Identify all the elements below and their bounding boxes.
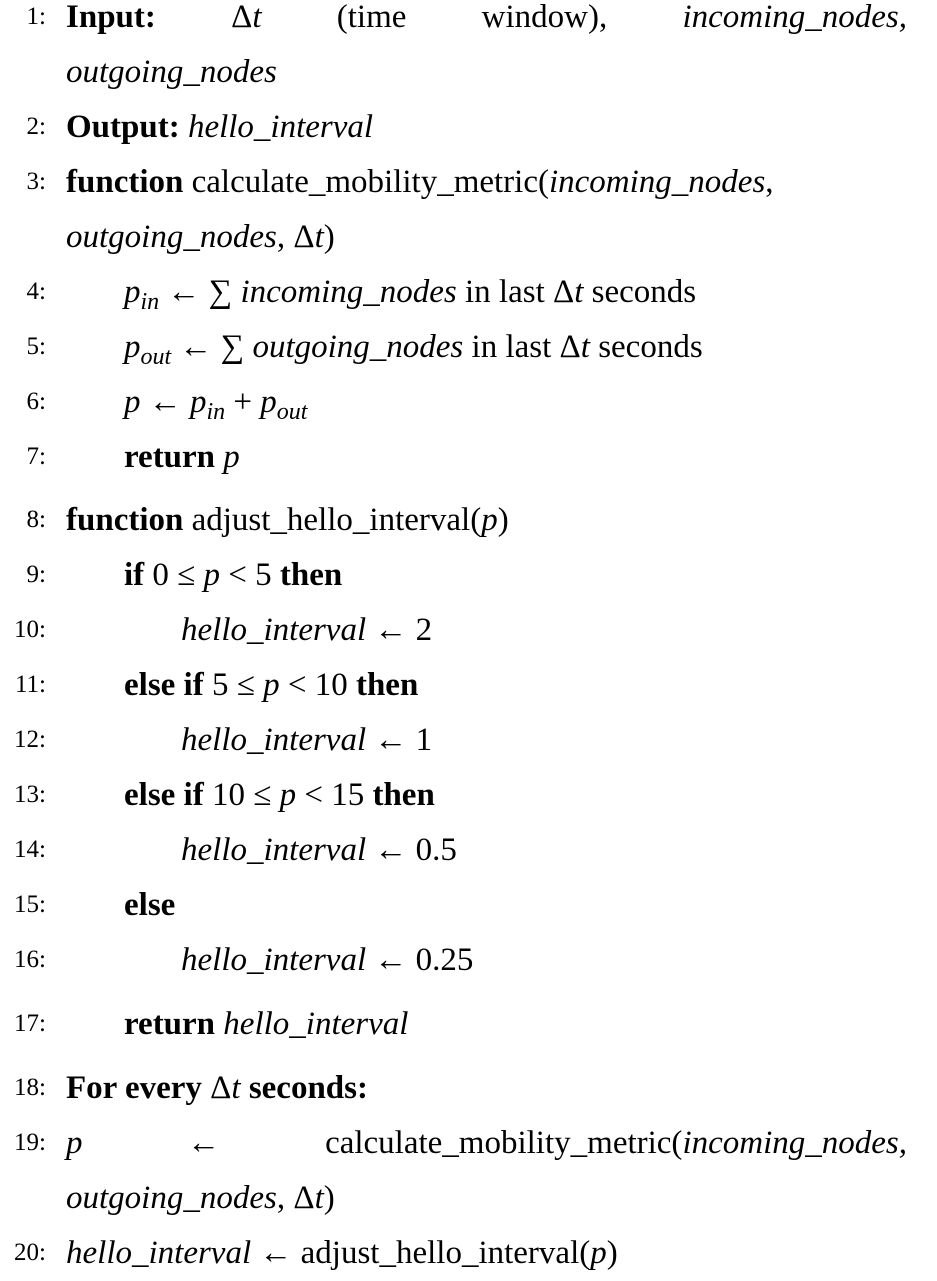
line-number: 5: xyxy=(26,333,46,360)
algorithm-line-11: 11: else if 5 ≤ p < 10 then xyxy=(0,657,937,713)
algorithm-line-19-cont: outgoing_nodes, Δt) xyxy=(66,1180,335,1216)
algorithm-line-3-cont: outgoing_nodes, Δt) xyxy=(66,219,335,255)
algorithm-line-1-cont: outgoing_nodes xyxy=(66,54,277,90)
line-number: 8: xyxy=(26,506,46,533)
algorithm-line-18: 18: For every Δt seconds: xyxy=(0,1060,937,1116)
line-content: Input: Δt (time window), incoming_nodes, xyxy=(66,0,908,35)
algorithm-line-12: 12: hello_interval ← 1 xyxy=(0,712,937,768)
algorithm-line-14: 14: hello_interval ← 0.5 xyxy=(0,822,937,878)
line-number: 15: xyxy=(14,891,46,918)
algorithm-line-17: 17: return hello_interval xyxy=(0,996,937,1052)
algorithm-line-9: 9: if 0 ≤ p < 5 then xyxy=(0,547,937,603)
algorithm-line-10: 10: hello_interval ← 2 xyxy=(0,602,937,658)
line-number: 18: xyxy=(14,1074,46,1101)
line-number: 16: xyxy=(14,946,46,973)
algorithm-line-16: 16: hello_interval ← 0.25 xyxy=(0,932,937,988)
line-number: 20: xyxy=(14,1239,46,1266)
line-number: 11: xyxy=(14,671,46,698)
algorithm-line-20: 20: hello_interval ← adjust_hello_interval(p) xyxy=(0,1225,937,1281)
line-number: 2: xyxy=(26,113,46,140)
algorithm-line-13: 13: else if 10 ≤ p < 15 then xyxy=(0,767,937,823)
algorithm-line-19: 19: p ← calculate_mobility_metric(incoming_nodes, xyxy=(0,1115,937,1171)
algorithm-line-15: 15: else xyxy=(0,877,937,933)
line-number: 10: xyxy=(14,616,46,643)
algorithm-line-8: 8: function adjust_hello_interval(p) xyxy=(0,492,937,548)
line-number: 13: xyxy=(14,781,46,808)
line-number: 7: xyxy=(26,443,46,470)
algorithm-line-5: 5: $p_{out}$ ← ∑ outgoing_nodes in last Δt seconds xyxy=(0,319,937,375)
algorithm-line-2: 2: Output: hello_interval xyxy=(0,99,937,155)
algorithm-line-4: 4: $p_{in}$ ← ∑ incoming_nodes in last Δt seconds xyxy=(0,264,937,320)
line-number: 4: xyxy=(26,278,46,305)
algorithm-line-1 xyxy=(0,0,937,45)
line-number: 1: xyxy=(26,3,46,30)
line-number: 19: xyxy=(14,1129,46,1156)
algorithm-line-6: 6: p ← $p_{in} + p_{out}$ xyxy=(0,374,937,430)
line-number: 12: xyxy=(14,726,46,753)
line-number: 9: xyxy=(26,561,46,588)
line-number: 3: xyxy=(26,168,46,195)
algorithm-line-3: 3: function calculate_mobility_metric(incoming_nodes, xyxy=(0,154,937,210)
algorithm-line-7: 7: return p xyxy=(0,429,937,485)
line-number: 6: xyxy=(26,388,46,415)
line-number: 14: xyxy=(14,836,46,863)
line-number: 17: xyxy=(14,1010,46,1037)
